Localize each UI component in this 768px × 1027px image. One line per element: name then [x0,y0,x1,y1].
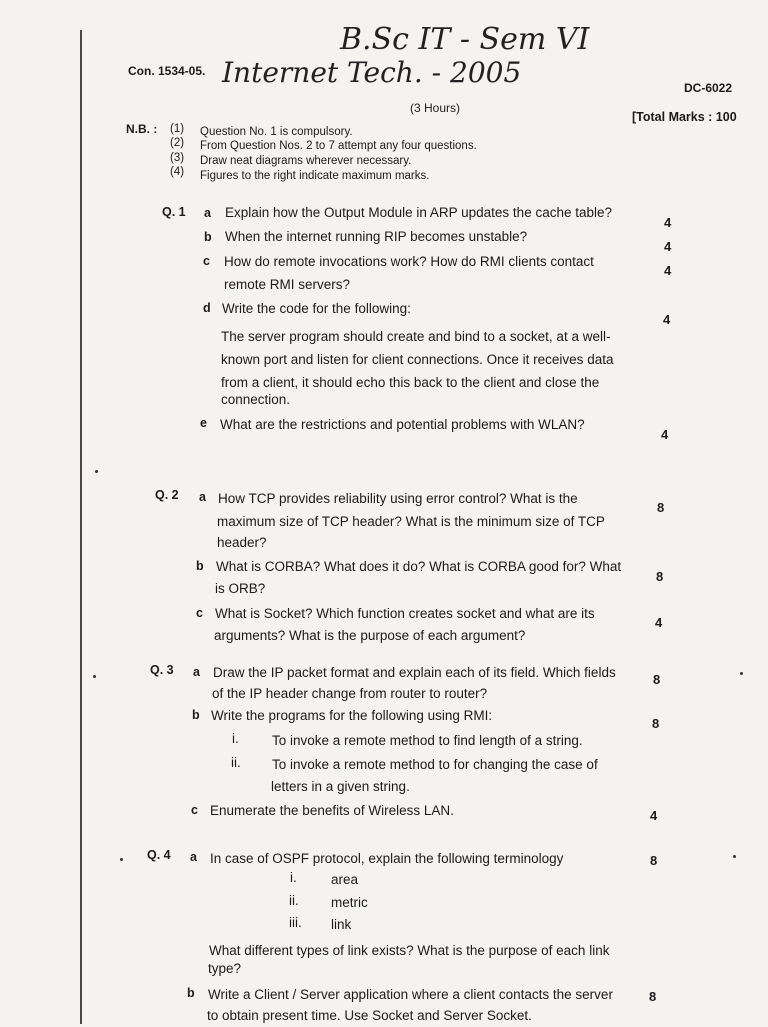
question-text: How TCP provides reliability using error control? What is the [218,491,578,506]
term-text: area [331,872,359,887]
marks: 8 [650,853,658,868]
question-text: remote RMI servers? [224,277,351,292]
scan-speck [740,672,743,675]
question-number: Q. 4 [147,848,171,862]
scan-speck [95,470,98,473]
marks: 4 [664,239,672,254]
sub-letter: a [190,850,197,864]
handwritten-course: B.Sc IT - Sem VI [340,22,590,57]
sub-letter: c [196,606,203,620]
question-text: To invoke a remote method to for changing the case of [272,757,598,772]
note-num: (4) [170,166,185,178]
question-text: Write a Client / Server application where a client contacts the server [208,987,613,1002]
question-text: header? [217,535,267,550]
note-num: (1) [170,123,185,135]
sub-letter: e [200,416,207,430]
question-text: from a client, it should echo this back to the client and close the [221,375,600,390]
item-number: i. [290,870,297,885]
marks: 8 [657,500,665,515]
item-number: iii. [289,915,302,930]
question-text: The server program should create and bind to a socket, at a well- [221,329,611,344]
question-text: type? [208,961,242,976]
sub-letter: a [199,490,206,504]
note-text: From Question Nos. 2 to 7 attempt any four questions. [200,140,477,152]
question-text: Write the code for the following: [222,301,411,316]
note-num: (2) [170,137,185,149]
marks: 4 [655,615,663,630]
note-num: (3) [170,152,185,164]
marks: 4 [664,263,672,278]
question-text: What is CORBA? What does it do? What is CORBA good for? What [216,559,622,574]
note-text: Draw neat diagrams wherever necessary. [200,155,412,167]
marks: 4 [661,427,669,442]
question-text: What is Socket? Which function creates socket and what are its [215,606,595,621]
question-number: Q. 3 [150,663,174,677]
scan-speck [120,858,123,861]
sub-letter: a [204,206,211,220]
marks: 4 [664,215,672,230]
item-number: ii. [231,755,241,770]
question-text: How do remote invocations work? How do RMI clients contact [224,254,594,269]
note-text: Figures to the right indicate maximum marks. [200,170,430,182]
sub-letter: c [191,803,198,817]
question-text: is ORB? [215,581,266,596]
term-text: metric [331,895,368,910]
question-text: maximum size of TCP header? What is the minimum size of TCP [217,514,605,529]
sub-letter: a [193,665,200,679]
sub-letter: b [192,708,200,722]
marks: 8 [649,989,657,1004]
item-number: ii. [289,893,299,908]
question-text: known port and listen for client connections. Once it receives data [221,352,614,367]
question-text: What are the restrictions and potential problems with WLAN? [220,417,585,432]
question-text: of the IP header change from router to router? [212,686,488,701]
sub-letter: b [204,230,212,244]
sub-letter: d [203,301,211,315]
marks: 8 [656,569,664,584]
item-number: i. [232,731,239,746]
question-text: connection. [221,392,291,407]
question-text: Enumerate the benefits of Wireless LAN. [210,803,454,818]
question-text: Explain how the Output Module in ARP updates the cache table? [225,205,613,220]
total-marks: [Total Marks : 100 [632,110,737,124]
note-text: Question No. 1 is compulsory. [200,126,353,138]
sub-letter: b [196,559,204,573]
marks: 4 [650,808,658,823]
scan-speck [733,855,736,858]
paper-code: DC-6022 [684,81,733,95]
marks: 4 [663,312,671,327]
question-number: Q. 1 [162,205,186,219]
con-number: Con. 1534-05. [128,64,206,78]
term-text: link [331,917,352,932]
question-text: Draw the IP packet format and explain each of its field. Which fields [213,665,616,680]
sub-letter: c [203,254,210,268]
margin-line [80,30,82,1024]
question-number: Q. 2 [155,488,179,502]
question-text: to obtain present time. Use Socket and Server Socket. [207,1008,532,1023]
marks: 8 [652,716,660,731]
marks: 8 [653,672,661,687]
duration: (3 Hours) [410,101,461,115]
scan-speck [93,675,96,678]
sub-letter: b [187,986,195,1000]
question-text: Write the programs for the following using RMI: [211,708,493,723]
question-text: To invoke a remote method to find length of a string. [272,733,583,748]
question-text: letters in a given string. [271,779,410,794]
question-text: What different types of link exists? What is the purpose of each link [209,943,610,958]
question-text: arguments? What is the purpose of each argument? [214,628,526,643]
question-text: In case of OSPF protocol, explain the following terminology [210,851,564,866]
question-text: When the internet running RIP becomes unstable? [225,229,528,244]
handwritten-subject: Internet Tech. - 2005 [222,56,522,89]
notes-label: N.B. : [126,122,158,136]
